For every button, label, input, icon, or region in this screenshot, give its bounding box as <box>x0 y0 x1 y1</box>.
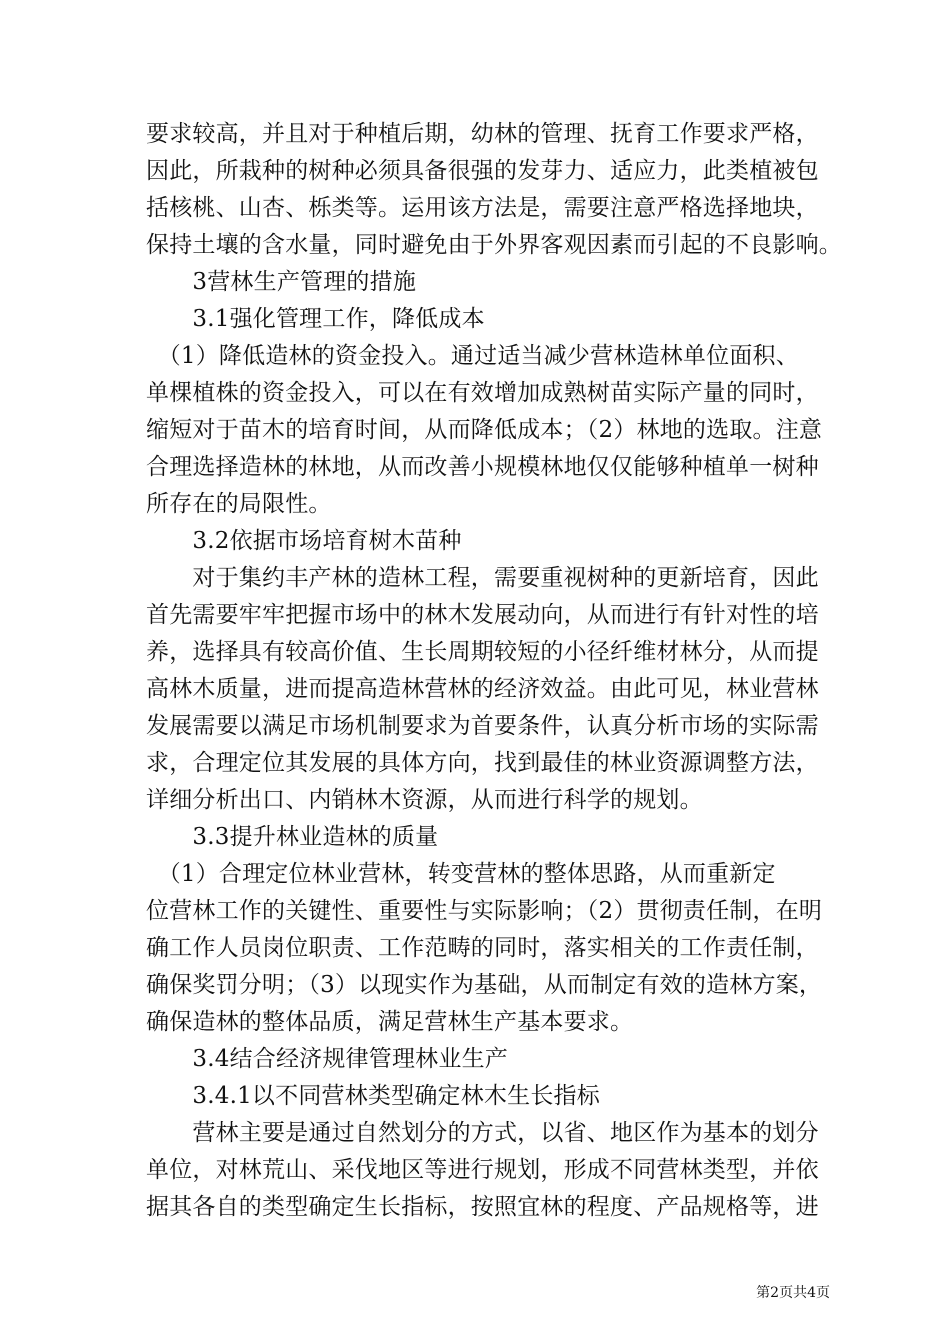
text-line: （1）合理定位林业营林，转变营林的整体思路，从而重新定 <box>146 861 776 887</box>
text-line: 首先需要牢牢把握市场中的林木发展动向，从而进行有针对性的培 <box>146 602 819 628</box>
text-line: 单位，对林荒山、采伐地区等进行规划，形成不同营林类型，并依 <box>146 1157 819 1183</box>
section-heading: 3营林生产管理的措施 <box>146 269 417 295</box>
text-line: 括核桃、山杏、栎类等。运用该方法是，需要注意严格选择地块， <box>146 195 819 221</box>
text-line: （1）降低造林的资金投入。通过适当减少营林造林单位面积、 <box>146 343 799 369</box>
text-line: 营林主要是通过自然划分的方式，以省、地区作为基本的划分 <box>146 1120 819 1146</box>
text-line: 高林木质量，进而提高造林营林的经济效益。由此可见，林业营林 <box>146 676 819 702</box>
text-line: 缩短对于苗木的培育时间，从而降低成本；（2）林地的选取。注意 <box>146 417 823 443</box>
subsection-heading: 3.2依据市场培育树木苗种 <box>146 528 462 554</box>
text-line: 确工作人员岗位职责、工作范畴的同时，落实相关的工作责任制， <box>146 935 819 961</box>
text-line: 据其各自的类型确定生长指标，按照宜林的程度、产品规格等，进 <box>146 1194 819 1220</box>
text-line: 发展需要以满足市场机制要求为首要条件，认真分析市场的实际需 <box>146 713 819 739</box>
text-line: 确保奖罚分明；（3）以现实作为基础，从而制定有效的造林方案， <box>146 972 823 998</box>
text-line: 所存在的局限性。 <box>146 491 332 517</box>
text-line: 养，选择具有较高价值、生长周期较短的小径纤维材林分，从而提 <box>146 639 819 665</box>
subsection-heading: 3.4.1以不同营林类型确定林木生长指标 <box>146 1083 600 1109</box>
text-line: 保持土壤的含水量，同时避免由于外界客观因素而引起的不良影响。 <box>146 232 842 258</box>
text-line: 对于集约丰产林的造林工程，需要重视树种的更新培育，因此 <box>146 565 819 591</box>
page-number: 第2页共4页 <box>756 1285 830 1301</box>
text-line: 要求较高，并且对于种植后期，幼林的管理、抚育工作要求严格， <box>146 121 819 147</box>
text-line: 位营林工作的关键性、重要性与实际影响；（2）贯彻责任制，在明 <box>146 898 823 924</box>
subsection-heading: 3.1强化管理工作，降低成本 <box>146 306 485 332</box>
text-line: 因此，所栽种的树种必须具备很强的发芽力、适应力，此类植被包 <box>146 158 819 184</box>
subsection-heading: 3.3提升林业造林的质量 <box>146 824 439 850</box>
text-line: 合理选择造林的林地，从而改善小规模林地仅仅能够种植单一树种 <box>146 454 819 480</box>
text-line: 求，合理定位其发展的具体方向，找到最佳的林业资源调整方法， <box>146 750 819 776</box>
text-line: 单棵植株的资金投入，可以在有效增加成熟树苗实际产量的同时， <box>146 380 819 406</box>
subsection-heading: 3.4结合经济规律管理林业生产 <box>146 1046 508 1072</box>
text-line: 确保造林的整体品质，满足营林生产基本要求。 <box>146 1009 634 1035</box>
text-line: 详细分析出口、内销林木资源，从而进行科学的规划。 <box>146 787 703 813</box>
